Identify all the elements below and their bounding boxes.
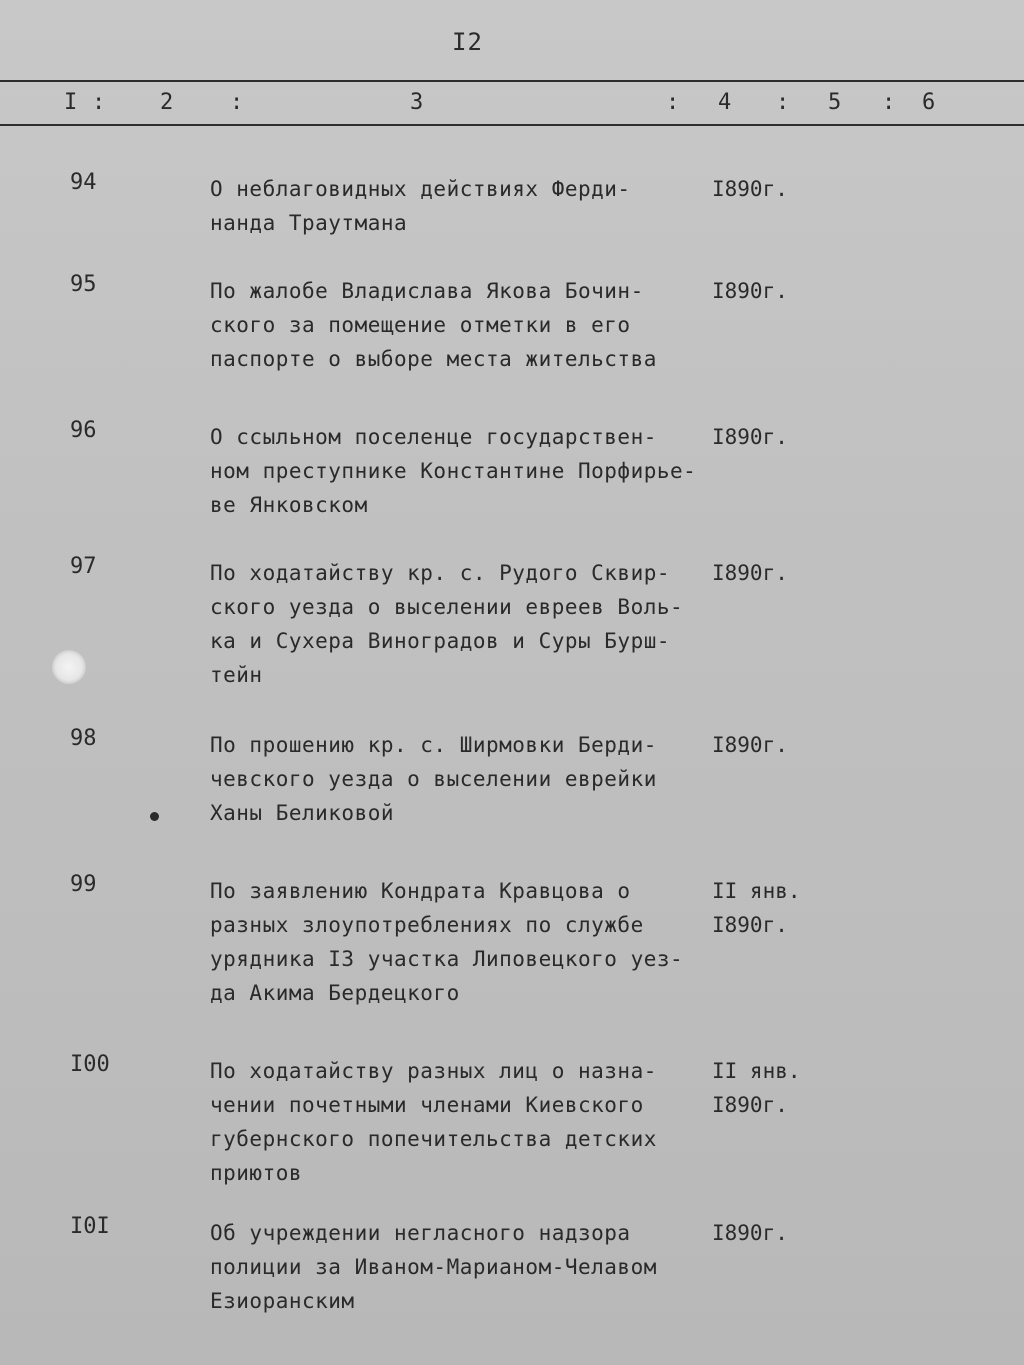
entry-number: 96: [70, 418, 97, 443]
entry-number: I0I: [70, 1214, 110, 1239]
entry-date: II янв. I890г.: [712, 1059, 801, 1117]
column-5-label: 5: [828, 90, 842, 115]
column-separator: :: [882, 90, 896, 115]
entry-number: 98: [70, 726, 97, 751]
page-number: I2: [452, 28, 483, 56]
entry-number: 94: [70, 170, 97, 195]
entry-date: I890г.: [712, 425, 788, 449]
ink-dot: [150, 812, 159, 821]
column-1-label: I: [64, 90, 78, 115]
entry-number: 97: [70, 554, 97, 579]
entry-date: I890г.: [712, 733, 788, 757]
entry-date: I890г.: [712, 177, 788, 201]
column-6-label: 6: [922, 90, 936, 115]
entry-title: О ссыльном поселенце государствен- ном преступнике Константине Порфирье- ве Янковском: [210, 425, 697, 517]
header-bottom-rule: [0, 124, 1024, 126]
entry-title: Об учреждении негласного надзора полиции за Иваном-Марианом-Челавом Езиоранским: [210, 1221, 657, 1313]
entry-title: По жалобе Владислава Якова Бочин- ского за помещение отметки в его паспорте о выборе места жительства: [210, 279, 657, 371]
column-separator: :: [230, 90, 244, 115]
entry-number: 95: [70, 272, 97, 297]
column-header-row: [0, 90, 1024, 120]
column-separator: :: [776, 90, 790, 115]
entry-title: По ходатайству кр. с. Рудого Сквир- ского уезда о выселении евреев Воль- ка и Сухера Виноградов и Суры Бурш- тейн: [210, 561, 684, 687]
column-4-label: 4: [718, 90, 732, 115]
entry-date: I890г.: [712, 561, 788, 585]
entry-title: По заявлению Кондрата Кравцова о разных злоупотреблениях по службе урядника I3 участка Липовецкого уез- да Акима Бердецкого: [210, 879, 684, 1005]
column-separator: :: [666, 90, 680, 115]
entry-number: 99: [70, 872, 97, 897]
entry-title: По ходатайству разных лиц о назна- чении почетными членами Киевского губернского попечительства детских приютов: [210, 1059, 657, 1185]
paper-blemish: [52, 650, 86, 684]
entry-title: О неблаговидных действиях Ферди- нанда Траутмана: [210, 177, 631, 235]
header-top-rule: [0, 80, 1024, 82]
column-2-label: 2: [160, 90, 174, 115]
column-separator: :: [92, 90, 106, 115]
column-3-label: 3: [410, 90, 424, 115]
entry-title: По прошению кр. с. Ширмовки Берди- чевского уезда о выселении еврейки Ханы Беликовой: [210, 733, 657, 825]
entry-date: II янв. I890г.: [712, 879, 801, 937]
entry-date: I890г.: [712, 1221, 788, 1245]
entry-number: I00: [70, 1052, 110, 1077]
entry-date: I890г.: [712, 279, 788, 303]
